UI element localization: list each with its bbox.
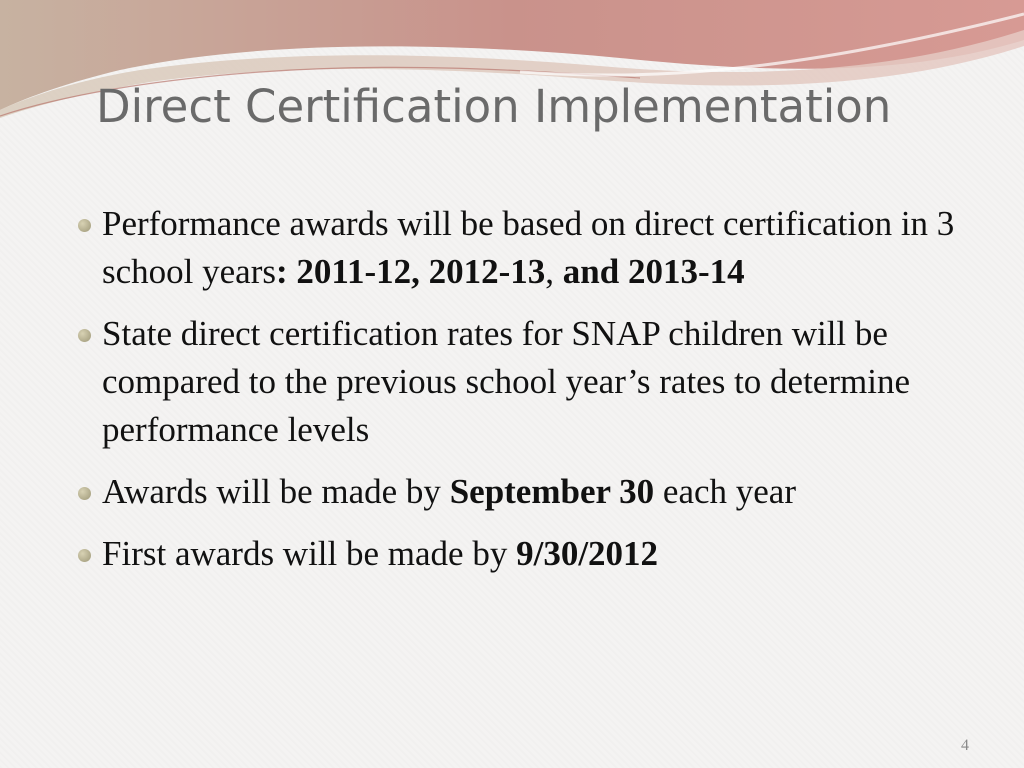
bullet-item [78,200,1008,296]
bullet-item [78,310,1008,454]
bullet-icon [78,487,91,500]
bullet-emphasis-text: September 30 [449,472,655,511]
bullet-text: each year [654,472,796,511]
bullet-text: State direct certification rates for SNAP children will be compared to the previous school year’s rates to determine performance levels [102,314,910,449]
slide-title: Direct Certification Implementation [96,80,892,133]
page-number: 4 [961,737,969,754]
bullet-text: , [545,252,563,291]
bullet-icon [78,549,91,562]
bullet-emphasis-text: : 2011-12, 2012-13 [275,252,546,291]
bullet-emphasis-text: and 2013-14 [562,252,745,291]
bullet-item [78,468,1008,516]
bullet-text: Performance awards will be based on direct certification in 3 school years [102,204,955,291]
bullet-item [78,530,1008,578]
bullet-text: Awards will be made by [102,472,450,511]
bullet-list [78,200,1008,592]
bullet-text: First awards will be made by [102,534,517,573]
bullet-emphasis-text: 9/30/2012 [516,534,659,573]
bullet-icon [78,219,91,232]
bullet-icon [78,329,91,342]
